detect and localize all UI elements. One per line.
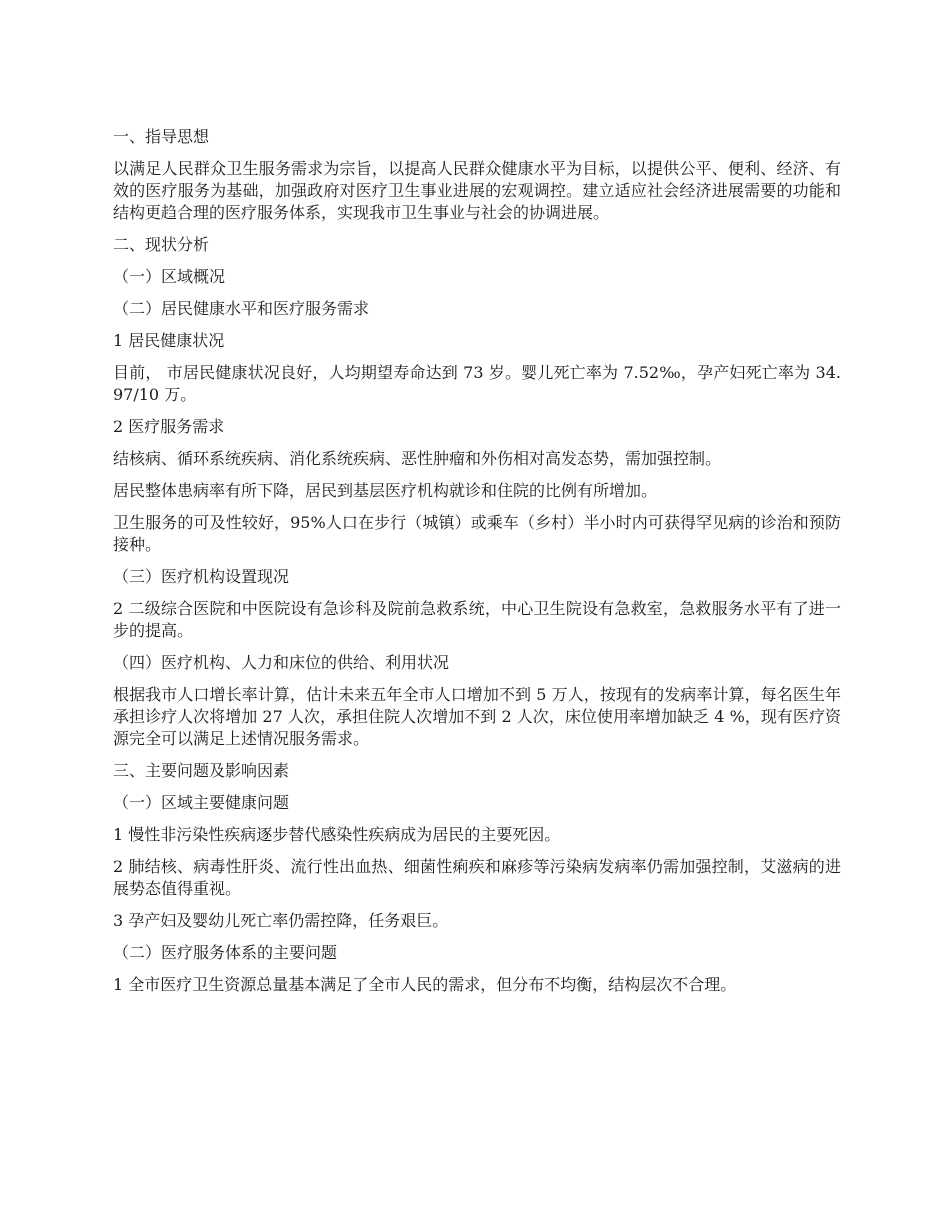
paragraph-maternal-infant: 3 孕产妇及婴幼儿死亡率仍需控降，任务艰巨。 bbox=[113, 911, 449, 930]
subheading-system-problems: （二）医疗服务体系的主要问题 bbox=[113, 943, 338, 962]
paragraph-guiding-ideology: 以满足人民群众卫生服务需求为宗旨，以提高人民群众健康水平为目标，以提供公平、便利、经济、有效的医疗服务为基础，加强政府对医疗卫生事业进展的宏观调控。建立适应社会经济进展需要的功能和结构更趋合理的医疗服务体系，实现我市卫生事业与社会的协调进展。 bbox=[113, 159, 841, 222]
section-heading-guiding-ideology: 一、指导思想 bbox=[113, 127, 210, 146]
paragraph-morbidity: 居民整体患病率有所下降，居民到基层医疗机构就诊和住院的比例有所增加。 bbox=[113, 481, 658, 500]
subheading-institution-setup: （三）医疗机构设置现况 bbox=[113, 567, 290, 586]
paragraph-disease-trends: 结核病、循环系统疾病、消化系统疾病、恶性肿瘤和外伤相对高发态势，需加强控制。 bbox=[113, 449, 722, 468]
section-heading-main-problems: 三、主要问题及影响因素 bbox=[113, 761, 290, 780]
paragraph-emergency-services: 2 二级综合医院和中医院设有急诊科及院前急救系统，中心卫生院设有急救室，急救服务水平有了进一步的提高。 bbox=[113, 599, 841, 640]
subheading-health-problems: （一）区域主要健康问题 bbox=[113, 793, 290, 812]
paragraph-infectious-disease: 2 肺结核、病毒性肝炎、流行性出血热、细菌性痢疾和麻疹等污染病发病率仍需加强控制，艾滋病的进展势态值得重视。 bbox=[113, 857, 841, 898]
item-heading-service-demand: 2 医疗服务需求 bbox=[113, 417, 225, 436]
subheading-regional-overview: （一）区域概况 bbox=[113, 267, 226, 286]
paragraph-population-growth: 根据我市人口增长率计算，估计未来五年全市人口增加不到 5 万人，按现有的发病率计算，每名医生年承担诊疗人次将增加 27 人次，承担住院人次增加不到 2 人次，床位使用率增加缺乏 4 %，现有医疗资源完全可以满足上述情况服务需求。 bbox=[113, 685, 841, 748]
section-heading-status-analysis: 二、现状分析 bbox=[113, 235, 210, 254]
document-body bbox=[113, 126, 841, 1006]
paragraph-health-status: 目前， 市居民健康状况良好，人均期望寿命达到 73 岁。婴儿死亡率为 7.52‰，孕产妇死亡率为 34.97/10 万。 bbox=[113, 363, 841, 404]
paragraph-resource-distribution: 1 全市医疗卫生资源总量基本满足了全市人民的需求，但分布不均衡，结构层次不合理。 bbox=[113, 975, 737, 994]
paragraph-accessibility: 卫生服务的可及性较好，95%人口在步行（城镇）或乘车（乡村）半小时内可获得罕见病的诊治和预防接种。 bbox=[113, 513, 841, 554]
subheading-supply-and-use: （四）医疗机构、人力和床位的供给、利用状况 bbox=[113, 653, 450, 672]
item-heading-health-status: 1 居民健康状况 bbox=[113, 331, 225, 350]
subheading-health-and-demand: （二）居民健康水平和医疗服务需求 bbox=[113, 299, 370, 318]
paragraph-chronic-disease: 1 慢性非污染性疾病逐步替代感染性疾病成为居民的主要死因。 bbox=[113, 825, 561, 844]
